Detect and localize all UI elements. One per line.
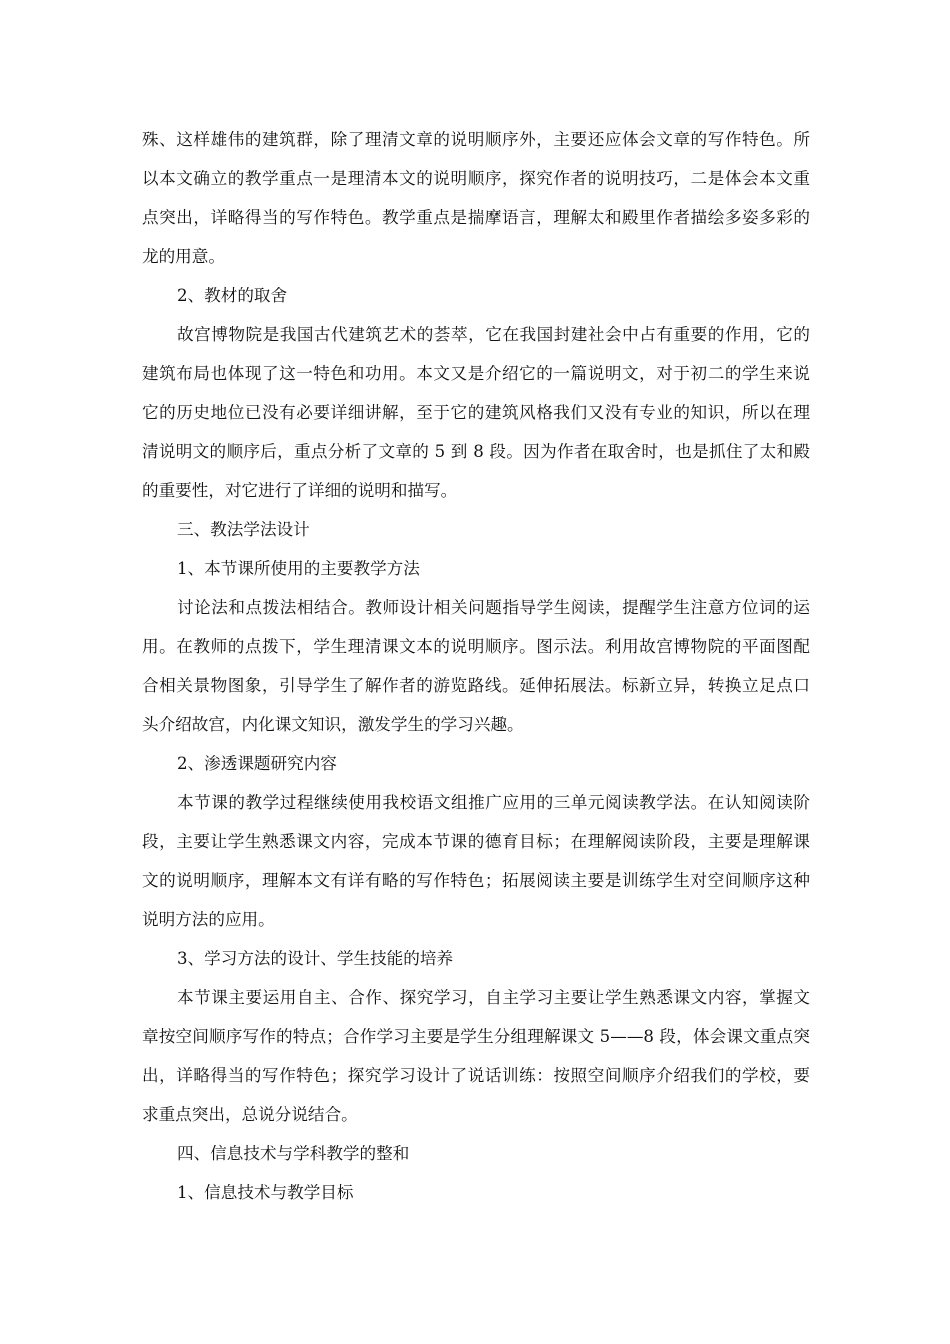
paragraph-line: 出，详略得当的写作特色；探究学习设计了说话训练：按照空间顺序介绍我们的学校，要 (142, 1066, 810, 1085)
paragraph-line: 点突出，详略得当的写作特色。教学重点是揣摩语言，理解太和殿里作者描绘多姿多彩的 (142, 208, 810, 227)
paragraph-line: 殊、这样雄伟的建筑群，除了理清文章的说明顺序外，主要还应体会文章的写作特色。所 (142, 130, 810, 149)
section-heading: 1、信息技术与教学目标 (177, 1183, 354, 1202)
paragraph-line: 建筑布局也体现了这一特色和功用。本文又是介绍它的一篇说明文，对于初二的学生来说 (142, 364, 810, 383)
section-heading: 1、本节课所使用的主要教学方法 (177, 559, 420, 578)
paragraph-line: 说明方法的应用。 (142, 910, 275, 929)
paragraph-line: 用。在教师的点拨下，学生理清课文本的说明顺序。图示法。利用故宫博物院的平面图配 (142, 637, 810, 656)
section-heading: 3、学习方法的设计、学生技能的培养 (177, 949, 454, 968)
paragraph-line: 的重要性，对它进行了详细的说明和描写。 (142, 481, 458, 500)
section-heading: 三、教法学法设计 (177, 520, 310, 539)
paragraph-line: 以本文确立的教学重点一是理清本文的说明顺序，探究作者的说明技巧，二是体会本文重 (142, 169, 810, 188)
paragraph-line: 文的说明顺序，理解本文有详有略的写作特色；拓展阅读主要是训练学生对空间顺序这种 (142, 871, 810, 890)
paragraph-line: 段，主要让学生熟悉课文内容，完成本节课的德育目标；在理解阅读阶段，主要是理解课 (142, 832, 810, 851)
paragraph-line: 章按空间顺序写作的特点；合作学习主要是学生分组理解课文 5——8 段，体会课文重点突 (142, 1027, 810, 1046)
section-heading: 四、信息技术与学科教学的整和 (177, 1144, 410, 1163)
paragraph-line: 本节课主要运用自主、合作、探究学习，自主学习主要让学生熟悉课文内容，掌握文 (177, 988, 810, 1007)
paragraph-line: 故宫博物院是我国古代建筑艺术的荟萃，它在我国封建社会中占有重要的作用，它的 (177, 325, 810, 344)
paragraph-line: 清说明文的顺序后，重点分析了文章的 5 到 8 段。因为作者在取舍时，也是抓住了太和殿 (142, 442, 810, 461)
paragraph-line: 讨论法和点拨法相结合。教师设计相关问题指导学生阅读，提醒学生注意方位词的运 (177, 598, 810, 617)
paragraph-line: 龙的用意。 (142, 247, 225, 266)
section-heading: 2、渗透课题研究内容 (177, 754, 337, 773)
paragraph-line: 头介绍故宫，内化课文知识，激发学生的学习兴趣。 (142, 715, 524, 734)
paragraph-line: 本节课的教学过程继续使用我校语文组推广应用的三单元阅读教学法。在认知阅读阶 (177, 793, 810, 812)
document-page (142, 120, 810, 1212)
paragraph-line: 求重点突出，总说分说结合。 (142, 1105, 358, 1124)
section-heading: 2、教材的取舍 (177, 286, 288, 305)
paragraph-line: 它的历史地位已没有必要详细讲解，至于它的建筑风格我们又没有专业的知识，所以在理 (142, 403, 810, 422)
paragraph-line: 合相关景物图象，引导学生了解作者的游览路线。延伸拓展法。标新立异，转换立足点口 (142, 676, 810, 695)
